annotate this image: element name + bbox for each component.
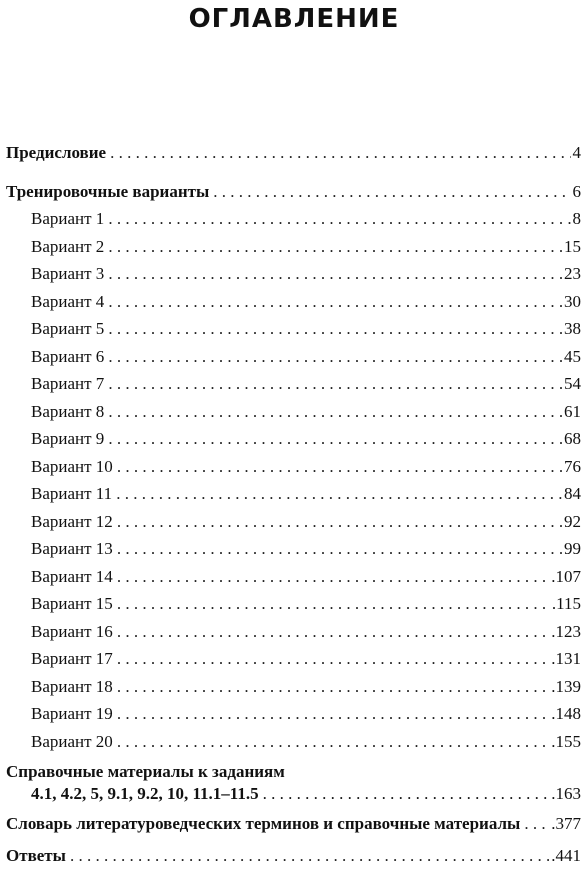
toc-entry-label: Вариант 5: [31, 319, 105, 338]
toc-entry-label: Вариант 20: [31, 731, 113, 751]
toc-entry-variant[interactable]: [6, 288, 581, 316]
dot-leader: [110, 140, 570, 166]
dot-leader: [117, 728, 549, 756]
toc-entry-label: Вариант 14: [31, 566, 113, 586]
toc-entry-variant[interactable]: [6, 343, 581, 371]
toc-entry-reference-materials[interactable]: [6, 761, 581, 805]
toc-entry-label: Вариант 16: [31, 621, 113, 641]
dot-leader: [108, 205, 570, 233]
toc-entry-label: Вариант 6: [31, 346, 105, 366]
dot-leader: [117, 563, 549, 591]
table-of-contents: [6, 140, 581, 869]
toc-page-number: .377: [551, 814, 581, 833]
toc-entry-label: Тренировочные варианты: [6, 182, 210, 201]
toc-entry-label: Вариант 10: [31, 456, 113, 476]
dot-leader: [116, 480, 562, 508]
toc-entry-label: Вариант 2: [31, 236, 105, 256]
toc-page-number: .163: [551, 784, 581, 803]
toc-page-number: 84: [564, 484, 581, 503]
toc-entry-label: Вариант 7: [31, 374, 105, 393]
toc-page-number: 6: [572, 182, 581, 201]
dot-leader: [108, 288, 562, 316]
toc-page-number: 8: [572, 209, 581, 228]
toc-entry-label: Вариант 11: [31, 484, 113, 503]
toc-entry-label: Вариант 15: [31, 594, 113, 613]
toc-page-number: 99: [564, 539, 581, 558]
toc-entry-label: Вариант 12: [31, 511, 113, 531]
toc-entry-label: Предисловие: [6, 143, 107, 162]
toc-page-number: .123: [551, 621, 581, 641]
page-title: ОГЛАВЛЕНИЕ: [188, 4, 400, 34]
toc-entry-variant[interactable]: [6, 700, 581, 728]
toc-entry-glossary[interactable]: [6, 811, 581, 837]
toc-page-number: .131: [551, 649, 581, 668]
toc-entry-label: Вариант 8: [31, 401, 105, 421]
toc-entry-variant[interactable]: [6, 563, 581, 591]
dot-leader: [117, 535, 562, 563]
dot-leader: [117, 673, 549, 701]
toc-entry-variant[interactable]: [6, 728, 581, 756]
dot-leader: [117, 618, 549, 646]
toc-page-number: 23: [564, 264, 581, 283]
toc-page-number: 15: [564, 236, 581, 256]
toc-entry-variant[interactable]: [6, 618, 581, 646]
toc-page-number: 61: [564, 401, 581, 421]
toc-entry-variant[interactable]: [6, 233, 581, 261]
dot-leader: [213, 179, 570, 205]
toc-entry-variant[interactable]: [6, 260, 581, 288]
toc-page-number: 30: [564, 291, 581, 311]
toc-page-number: 92: [564, 511, 581, 531]
dot-leader: [117, 700, 549, 728]
toc-entry-variant[interactable]: [6, 480, 581, 508]
toc-entry-label: Справочные материалы к заданиям: [6, 762, 285, 781]
toc-entry-variant[interactable]: [6, 425, 581, 453]
toc-entry-label: Вариант 13: [31, 539, 113, 558]
toc-page-number: 54: [564, 374, 581, 393]
dot-leader: [117, 453, 562, 481]
toc-page-number: .139: [551, 676, 581, 696]
toc-entry-label: Ответы: [6, 846, 66, 865]
toc-page-number: 38: [564, 319, 581, 338]
dot-leader: [108, 398, 562, 426]
toc-page-number: .115: [551, 594, 581, 613]
dot-leader: [108, 233, 562, 261]
toc-page-number: .155: [551, 731, 581, 751]
toc-entry-label-continued: 4.1, 4.2, 5, 9.1, 9.2, 10, 11.1–11.5: [31, 784, 259, 803]
dot-leader: [117, 590, 550, 618]
toc-entry-answers[interactable]: [6, 843, 581, 869]
toc-entry-label: Вариант 9: [31, 429, 105, 448]
dot-leader: [117, 508, 562, 536]
dot-leader: [108, 315, 562, 343]
toc-entry-variant[interactable]: [6, 453, 581, 481]
toc-entry-variant[interactable]: [6, 673, 581, 701]
dot-leader: [524, 811, 549, 837]
toc-entry-preface[interactable]: [6, 140, 581, 166]
toc-page-number: .441: [551, 846, 581, 865]
dot-leader: [108, 425, 562, 453]
toc-entry-label: Вариант 18: [31, 676, 113, 696]
toc-entry-variant[interactable]: [6, 205, 581, 233]
dot-leader: [108, 343, 562, 371]
variant-list: [6, 205, 581, 755]
toc-entry-variant[interactable]: [6, 370, 581, 398]
toc-entry-training-variants[interactable]: [6, 179, 581, 205]
toc-entry-label: Вариант 19: [31, 704, 113, 723]
toc-entry-label: Вариант 1: [31, 209, 105, 228]
toc-page-number: 68: [564, 429, 581, 448]
toc-entry-variant[interactable]: [6, 315, 581, 343]
toc-entry-label: Вариант 3: [31, 264, 105, 283]
dot-leader: [70, 843, 549, 869]
dot-leader: [117, 645, 549, 673]
toc-page-number: .107: [551, 566, 581, 586]
toc-page-number: .148: [551, 704, 581, 723]
dot-leader: [263, 783, 550, 805]
toc-entry-variant[interactable]: [6, 535, 581, 563]
toc-entry-label: Вариант 17: [31, 649, 113, 668]
toc-entry-label: Словарь литературоведческих терминов и справочные материалы: [6, 814, 521, 833]
toc-entry-variant[interactable]: [6, 590, 581, 618]
dot-leader: [108, 260, 562, 288]
dot-leader: [108, 370, 562, 398]
toc-entry-variant[interactable]: [6, 645, 581, 673]
toc-entry-variant[interactable]: [6, 508, 581, 536]
toc-page-number: 76: [564, 456, 581, 476]
toc-entry-variant[interactable]: [6, 398, 581, 426]
toc-entry-label: Вариант 4: [31, 291, 105, 311]
toc-page-number: 45: [564, 346, 581, 366]
toc-page-number: 4: [572, 143, 581, 162]
